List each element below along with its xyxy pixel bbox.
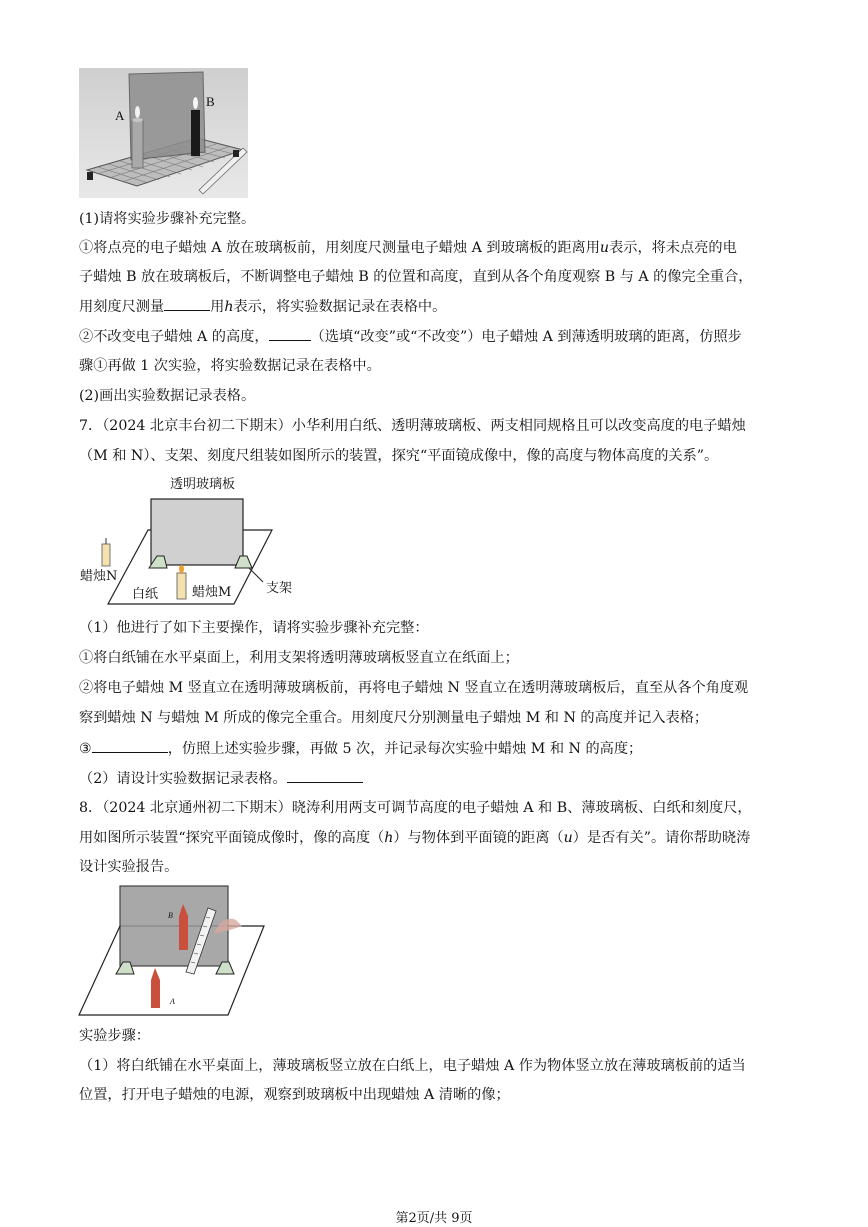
answer-blank-3[interactable]: [92, 738, 168, 753]
var-h: h: [224, 299, 234, 315]
answer-blank-2[interactable]: [269, 326, 311, 341]
q6-step1-line1-a: ①将点亮的电子蜡烛 A 放在玻璃板前，用刻度尺测量电子蜡烛 A 到玻璃板的距离用: [79, 240, 600, 256]
q8-line2: [79, 828, 750, 848]
q6-part1-title: (1)请将实验步骤补充完整。: [79, 211, 256, 227]
answer-blank-4[interactable]: [287, 768, 363, 783]
page-number: 第2页/共 9页: [395, 1211, 473, 1226]
q7-part2-text: （2）请设计实验数据记录表格。: [79, 771, 287, 787]
q6-step2-line1-b: （选填“改变”或“不改变”）电子蜡烛 A 到薄透明玻璃的距离，仿照步: [310, 329, 742, 345]
q8-line2-c: ）是否有关”。请你帮助晓涛: [572, 830, 751, 846]
glass-label: 透明玻璃板: [170, 477, 236, 492]
q6-step1-line3-c: 表示，将实验数据记录在表格中。: [233, 299, 447, 315]
figure-glass-paper-diagram: [78, 470, 308, 608]
q8-line3: 设计实验报告。: [79, 859, 179, 875]
figure-candles-ruler-diagram: [78, 882, 266, 1018]
q8-step1-line1: （1）将白纸铺在水平桌面上，薄玻璃板竖立放在白纸上，电子蜡烛 A 作为物体竖立放在薄玻璃板前的适当: [79, 1058, 746, 1074]
q8-line2-a: 用如图所示装置“探究平面镜成像时，像的高度（: [79, 830, 385, 846]
q7-part2: [79, 768, 363, 789]
candle-a-label: A: [115, 108, 125, 123]
q6-step2-line1-a: ②不改变电子蜡烛 A 的高度，: [79, 329, 269, 345]
q6-step1-line3: [79, 296, 446, 317]
q7-line2: （M 和 N）、支架、刻度尺组装如图所示的装置，探究“平面镜成像中，像的高度与物体高度的关系”。: [79, 448, 719, 464]
q6-step1-line1: [79, 238, 737, 258]
q6-step1-line3-b: 用: [210, 299, 225, 315]
q6-step2-line1: [79, 326, 742, 347]
q7-step3: [79, 738, 642, 759]
q6-step1-line1-b: 表示，将未点亮的电: [609, 240, 737, 256]
q8-step1-line2: 位置，打开电子蜡烛的电源，观察到玻璃板中出现蜡烛 A 清晰的像；: [79, 1087, 510, 1103]
q6-step1-line3-a: 用刻度尺测量: [79, 299, 165, 315]
q7-step2-line2: 察到蜡烛 N 与蜡烛 M 所成的像完全重合。用刻度尺分别测量电子蜡烛 M 和 N 的高度并记入表格；: [79, 710, 709, 726]
q6-part2: (2)画出实验数据记录表格。: [79, 388, 256, 404]
q7-step1: ①将白纸铺在水平桌面上，利用支架将透明薄玻璃板竖直立在纸面上；: [79, 650, 519, 666]
q8-steps-title: 实验步骤：: [79, 1028, 150, 1044]
q6-step2-line2: 骤①再做 1 次实验，将实验数据记录在表格中。: [79, 358, 381, 374]
candle-m-label: 蜡烛M: [192, 585, 232, 600]
answer-blank-1[interactable]: [164, 296, 210, 311]
candle-b-label: B: [206, 94, 215, 109]
q7-line1: 7．（2024 北京丰台初二下期末）小华利用白纸、透明薄玻璃板、两支相同规格且可以改变高度的电子蜡烛: [79, 418, 746, 434]
paper-label: 白纸: [132, 587, 159, 602]
var-u-2: u: [563, 830, 573, 846]
candle-a-label-2: A: [170, 997, 175, 1006]
q8-line2-b: ）与物体到平面镜的距离（: [393, 830, 564, 846]
q7-step3-b: ，仿照上述实验步骤，再做 5 次，并记录每次实验中蜡烛 M 和 N 的高度；: [167, 741, 643, 757]
q7-step3-a: ③: [79, 741, 92, 757]
var-u: u: [599, 240, 610, 256]
q7-part1: （1）他进行了如下主要操作，请将实验步骤补充完整：: [79, 620, 429, 636]
stand-label: 支架: [266, 581, 293, 596]
q7-step2-line1: ②将电子蜡烛 M 竖直立在透明薄玻璃板前，再将电子蜡烛 N 竖直立在透明薄玻璃板后，直至从各个角度观: [79, 680, 749, 696]
q6-step1-line2: 子蜡烛 B 放在玻璃板后，不断调整电子蜡烛 B 的位置和高度，直到从各个角度观察 B 与 A 的像完全重合，: [79, 269, 753, 285]
candle-b-label-2: B: [168, 911, 173, 920]
var-h-2: h: [384, 830, 394, 846]
q8-line1: 8．（2024 北京通州初二下期末）晓涛利用两支可调节高度的电子蜡烛 A 和 B、薄玻璃板、白纸和刻度尺，: [79, 800, 752, 816]
candle-n-label: 蜡烛N: [80, 569, 118, 584]
figure-glass-plate-photo: [79, 68, 248, 198]
